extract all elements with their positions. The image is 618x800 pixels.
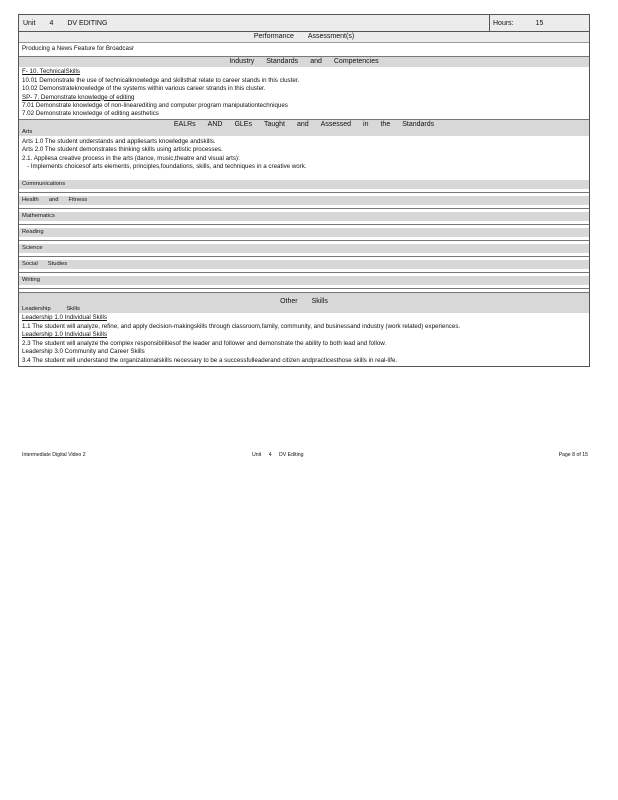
arts-line: - Implements choicesof arts elements, principles,foundations, skills, and techniques in a creative work.	[27, 163, 307, 171]
standard-line: F- 10. TechnicalSkills	[22, 68, 81, 76]
ealrs-heading-word: Standards	[402, 120, 435, 128]
arts-label: Arts	[22, 128, 33, 135]
hours-label: Hours:	[493, 19, 514, 27]
footer-unit	[252, 452, 508, 458]
subject-section-body	[19, 285, 589, 289]
subject-section-body	[19, 253, 589, 257]
performance-heading	[19, 32, 589, 43]
skill-line: 2.3 The student will analyze the complex responsibilitiesof the leader and follower and demonstrate the ability to both lead and follow.	[22, 339, 387, 347]
unit-number: 4	[49, 19, 54, 27]
other-skills-title-word: Skills	[311, 298, 328, 306]
ealrs-heading-word: the	[380, 120, 391, 128]
subject-section-body	[19, 221, 589, 225]
subject-section-heading	[19, 228, 589, 237]
subject-section-body	[19, 269, 589, 273]
leadership-label-word: Leadership	[22, 306, 51, 313]
ealrs-heading-word: in	[363, 120, 369, 128]
other-skills-title	[19, 293, 589, 306]
subject-section-heading	[19, 212, 589, 221]
unit-label: Unit	[23, 19, 36, 27]
subject-section-heading	[19, 276, 589, 285]
industry-heading	[19, 56, 589, 67]
subject-section-word: and	[48, 197, 59, 204]
arts-line: Arts 1.0 The student understands and appliesarts knowledge andskills.	[22, 137, 216, 145]
standard-line: SP- 7. Demonstrate knowledge of editing	[22, 93, 135, 101]
subject-section-heading	[19, 180, 589, 189]
document-page	[18, 14, 590, 367]
subject-section-word: Reading	[22, 229, 44, 236]
performance-heading-word: Performance	[253, 33, 294, 40]
subject-section-word: Writing	[22, 277, 40, 284]
industry-heading-word: and	[310, 58, 322, 66]
page-footer	[22, 452, 588, 458]
other-skills-title-word: Other	[280, 298, 298, 306]
subject-section-body	[19, 189, 589, 193]
standard-line: 7.02 Demonstrate knowledge of editing aesthetics	[22, 110, 159, 118]
hours-value: 15	[535, 19, 544, 27]
unit-title: DV EDITING	[67, 19, 108, 27]
footer-unit-number: 4	[268, 452, 272, 458]
performance-heading-word: Assessment(s)	[307, 33, 355, 40]
footer-unit-label: Unit	[252, 452, 262, 458]
footer-unit-title: DV Editing	[279, 452, 304, 458]
ealrs-heading-word: and	[296, 120, 309, 128]
subject-section-word: Communications	[22, 181, 66, 188]
ealrs-heading	[19, 119, 589, 136]
industry-heading-word: Competencies	[333, 58, 379, 66]
ealrs-heading-word: EALRs	[173, 120, 196, 128]
subject-section-word: Social	[22, 261, 38, 268]
subject-section-body	[19, 205, 589, 209]
subject-section-body	[19, 237, 589, 241]
subject-sections	[19, 180, 589, 289]
subject-section-heading	[19, 196, 589, 205]
subject-section-word: Studies	[47, 261, 68, 268]
subject-section-word: Health	[22, 197, 39, 204]
skill-line: Leadership 3.0 Community and Career Skills	[22, 348, 145, 356]
ealrs-heading-word: GLEs	[234, 120, 252, 128]
other-skills-lines	[19, 313, 589, 366]
footer-page-number: Page 8 of 15	[558, 452, 588, 458]
skill-line: 3.4 The student will understand the organizationalskills necessary to be a successfulleaderand citizen andpracticesthose skills in real-life.	[22, 356, 398, 364]
hours-cell	[489, 15, 589, 31]
unit-header	[19, 15, 589, 32]
subject-section-word: Mathematics	[22, 213, 55, 220]
subject-section-word: Science	[22, 245, 43, 252]
subject-section-heading	[19, 260, 589, 269]
footer-course: Intermediate Digital Video 2	[22, 452, 86, 458]
standard-line: 10.01 Demonstrate the use of technicalknowledge and skillsthat relate to career stands in this cluster.	[22, 76, 300, 84]
performance-text: Producing a News Feature for Broadcasr	[22, 45, 135, 52]
ealrs-heading-title	[19, 120, 589, 129]
arts-line: Arts 2.0 The student demonstrates thinking skills using artistic processes.	[22, 146, 223, 154]
ealrs-heading-word: Taught	[263, 120, 285, 128]
skill-line: Leadership 1.0 Individual Skills	[22, 314, 107, 322]
industry-lines	[19, 67, 589, 118]
ealrs-heading-word: Assessed	[320, 120, 352, 128]
industry-heading-word: Industry	[229, 58, 255, 66]
industry-heading-word: Standards	[266, 58, 299, 66]
unit-table	[18, 14, 590, 367]
arts-line: 2.1. Appliesa creative process in the arts (dance, music,theatre and visual arts):	[22, 154, 240, 162]
subject-section-word: Fitness	[68, 197, 88, 204]
ealrs-heading-word: AND	[207, 120, 223, 128]
arts-lines	[19, 136, 589, 178]
other-skills-heading	[19, 292, 589, 313]
skill-line: 1.1 The student will analyze, refine, and apply decision-makingskills through classroom,family, community, and businessand industry (work related) experiences.	[22, 322, 461, 330]
skill-line: Leadership 1.0 Individual Skills	[22, 331, 107, 339]
leadership-skills-label	[19, 306, 589, 313]
standard-line: 10.02 Demonstrateknowledge of the systems within various career strands in this cluster.	[22, 85, 266, 93]
unit-title-cell	[19, 15, 489, 31]
subject-section-heading	[19, 244, 589, 253]
standard-line: 7.01 Demonstrate knowledge of non-linearediting and computer program manipulationtechniques	[22, 102, 288, 110]
leadership-label-word: Skills	[66, 306, 80, 313]
